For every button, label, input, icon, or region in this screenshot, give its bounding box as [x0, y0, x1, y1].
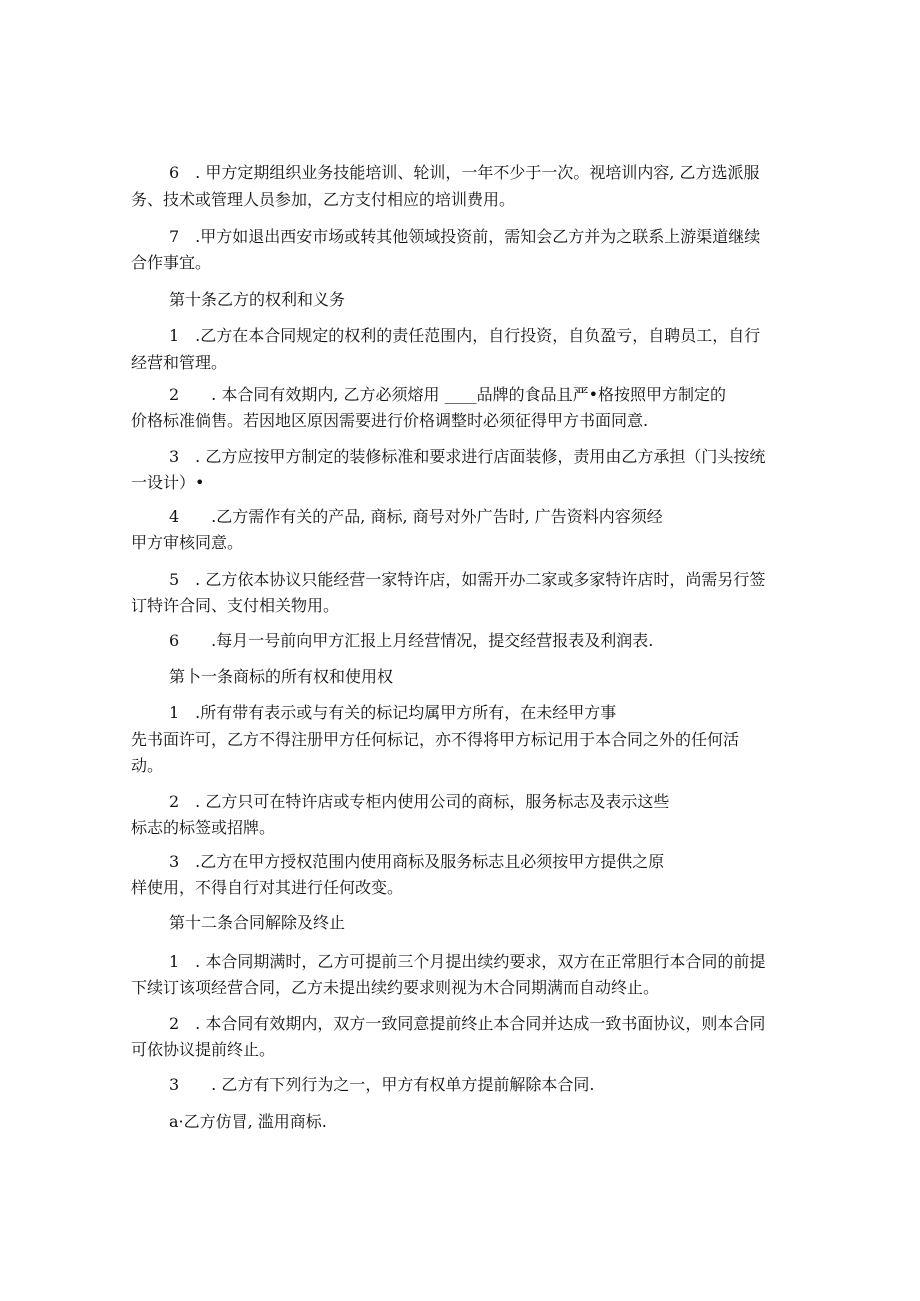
text-line-24: 样使用，不得自行对其进行任何改变。 [131, 878, 404, 897]
text-line-16: 6 .每月一号前向甲方汇报上月经营情况，提交经营报表及利润表. [169, 631, 654, 650]
text-line-14: 5 . 乙方依本协议只能经营一家特许店，如需开办二家或多家特许店时，尚需另行签 [169, 570, 766, 589]
text-line-28: 2 . 本合同有效期内，双方一致同意提前终止本合同并达成一致书面协议，则本合同 [169, 1014, 766, 1033]
text-line-10: 3 . 乙方应按甲方制定的装修标准和要求进行店面装修，责用由乙方承担（门头按统 [169, 447, 766, 466]
text-line-12: 4 .乙方需作有关的产品, 商标, 商号对外广告时, 广告资料内容须经 [169, 507, 663, 526]
text-line-21: 2 . 乙方只可在特许店或专柜内使用公司的商标，服务标志及表示这些 [169, 792, 670, 811]
text-line-23: 3 .乙方在甲方授权范围内使用商标及服务标志且必须按甲方提供之原 [169, 852, 665, 871]
text-line-6: 1 .乙方在本合同规定的权利的责任范围内，自行投资，自负盈亏，自聘员工，自行 [169, 326, 761, 345]
text-line-18: 1 .所有带有表示或与有关的标记均属甲方所有，在未经甲方事 [169, 703, 617, 722]
section-heading-11: 第卜一条商标的所有权和使用权 [169, 667, 394, 686]
text-line-13: 甲方审核同意。 [131, 533, 244, 552]
text-line-19: 先书面许可，乙方不得注册甲方任何标记，亦不得将甲方标记用于本合同之外的任何活 [131, 730, 740, 749]
text-line-26: 1 . 本合同期满时，乙方可提前三个月提出续约要求，双方在正常胆行本合同的前提 [169, 952, 766, 971]
text-line-8: 2 . 本合同有效期内, 乙方必须熔用 ____品牌的食品且严•格按照甲方制定的 [169, 385, 727, 404]
text-line-22: 标志的标签或招牌。 [131, 818, 276, 837]
text-line-4: 合作事宜。 [131, 253, 212, 272]
text-line-3: 7 .甲方如退出西安市场或转其他领域投资前，需知会乙方并为之联系上游渠道继续 [169, 227, 761, 246]
text-line-29: 可依协议提前终止。 [131, 1040, 276, 1059]
text-line-11: 一设计）• [131, 473, 205, 492]
text-line-20: 动。 [131, 756, 164, 775]
section-heading-12: 第十二条合同解除及终止 [169, 913, 346, 932]
text-line-7: 经营和管理。 [131, 353, 228, 372]
text-line-15: 订特许合同、支付相关物用。 [131, 596, 340, 615]
text-line-1: 6 . 甲方定期组织业务技能培训、轮训，一年不少于一次。视培训内容, 乙方选派服 [169, 163, 760, 182]
text-line-30: 3 . 乙方有下列行为之一，甲方有权单方提前解除本合同. [169, 1075, 595, 1094]
text-line-27: 下续订该项经营合同，乙方未提出续约要求则视为木合同期满而自动终止。 [131, 978, 660, 997]
text-line-2: 务、技术或管理人员参加，乙方支付相应的培训费用。 [131, 190, 516, 209]
section-heading-10: 第十条乙方的权利和义务 [169, 290, 346, 309]
text-line-31: a·乙方仿冒, 滥用商标. [169, 1112, 327, 1131]
text-line-9: 价格标准倘售。若因地区原因需要进行价格调整时必须征得甲方书面同意. [131, 411, 649, 430]
